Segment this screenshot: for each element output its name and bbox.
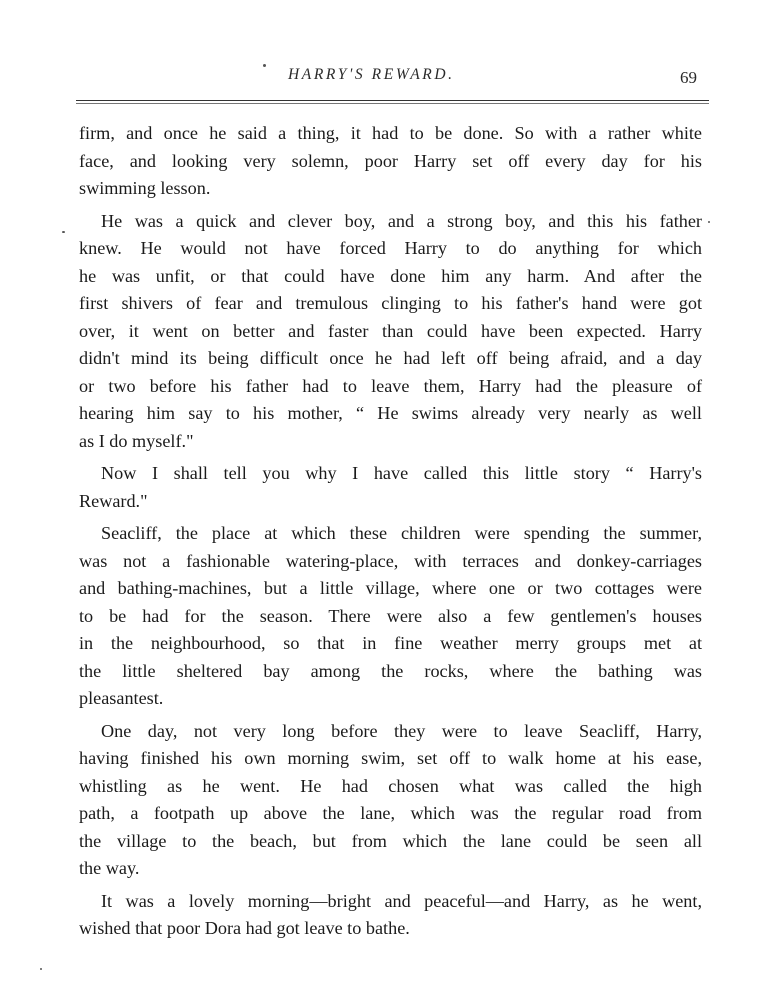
text-line: over, it went on better and faster than could have been expected. Harry: [79, 320, 702, 341]
text-line: or two before his father had to leave them, Harry had the pleasure of: [79, 375, 702, 396]
text-line: face, and looking very solemn, poor Harry set off every day for his: [79, 150, 702, 171]
text-line: the way.: [79, 858, 140, 878]
text-line: whistling as he went. He had chosen what was called the high: [79, 775, 702, 796]
text-line: as I do myself.": [79, 430, 194, 451]
header-rule-thin: [76, 103, 709, 104]
text-line: Now I shall tell you why I have called this little story “ Harry's: [101, 463, 702, 483]
paragraph: [79, 460, 702, 515]
text-line: the little sheltered bay among the rocks, where the bathing was: [79, 660, 702, 681]
text-line: Reward.": [79, 490, 148, 511]
paragraph: [79, 208, 702, 456]
paragraph: [79, 718, 702, 883]
paragraph: [79, 520, 702, 713]
text-line: path, a footpath up above the lane, which was the regular road from: [79, 803, 702, 823]
text-line: and bathing-machines, but a little village, where one or two cottages were: [79, 578, 702, 598]
header-rule: [76, 100, 709, 101]
text-line: swimming lesson.: [79, 178, 211, 198]
body-text: [79, 120, 702, 948]
text-line: having finished his own morning swim, set off to walk home at his ease,: [79, 748, 702, 768]
text-line: in the neighbourhood, so that in fine weather merry groups met at: [79, 633, 702, 653]
text-line: pleasantest.: [79, 688, 164, 708]
print-speck: [40, 968, 42, 970]
print-speck: [708, 221, 710, 223]
text-line: didn't mind its being difficult once he had left off being afraid, and a day: [79, 348, 702, 368]
text-line: the village to the beach, but from which the lane could be seen all: [79, 830, 702, 851]
paragraph: [79, 888, 702, 943]
text-line: firm, and once he said a thing, it had to be done. So with a rather white: [79, 123, 702, 143]
running-head: [0, 66, 767, 90]
text-line: first shivers of fear and tremulous clinging to his father's hand were got: [79, 293, 702, 313]
text-line: wished that poor Dora had got leave to bathe.: [79, 918, 410, 938]
text-line: He was a quick and clever boy, and a strong boy, and this his father: [101, 210, 702, 231]
text-line: hearing him say to his mother, “ He swims already very nearly as well: [79, 403, 702, 423]
paragraph: [79, 120, 702, 203]
text-line: he was unfit, or that could have done him any harm. And after the: [79, 265, 702, 286]
text-line: One day, not very long before they were to leave Seacliff, Harry,: [101, 720, 702, 741]
text-line: was not a fashionable watering-place, with terraces and donkey-carriages: [79, 550, 702, 571]
page-number: 69: [680, 68, 697, 87]
text-line: Seacliff, the place at which these children were spending the summer,: [101, 523, 702, 543]
running-title: HARRY'S REWARD.: [288, 66, 455, 83]
text-line: It was a lovely morning—bright and peaceful—and Harry, as he went,: [101, 890, 702, 911]
text-line: to be had for the season. There were also a few gentlemen's houses: [79, 605, 702, 626]
print-speck: [62, 231, 65, 233]
text-line: knew. He would not have forced Harry to do anything for which: [79, 238, 702, 258]
print-speck: [263, 64, 266, 67]
